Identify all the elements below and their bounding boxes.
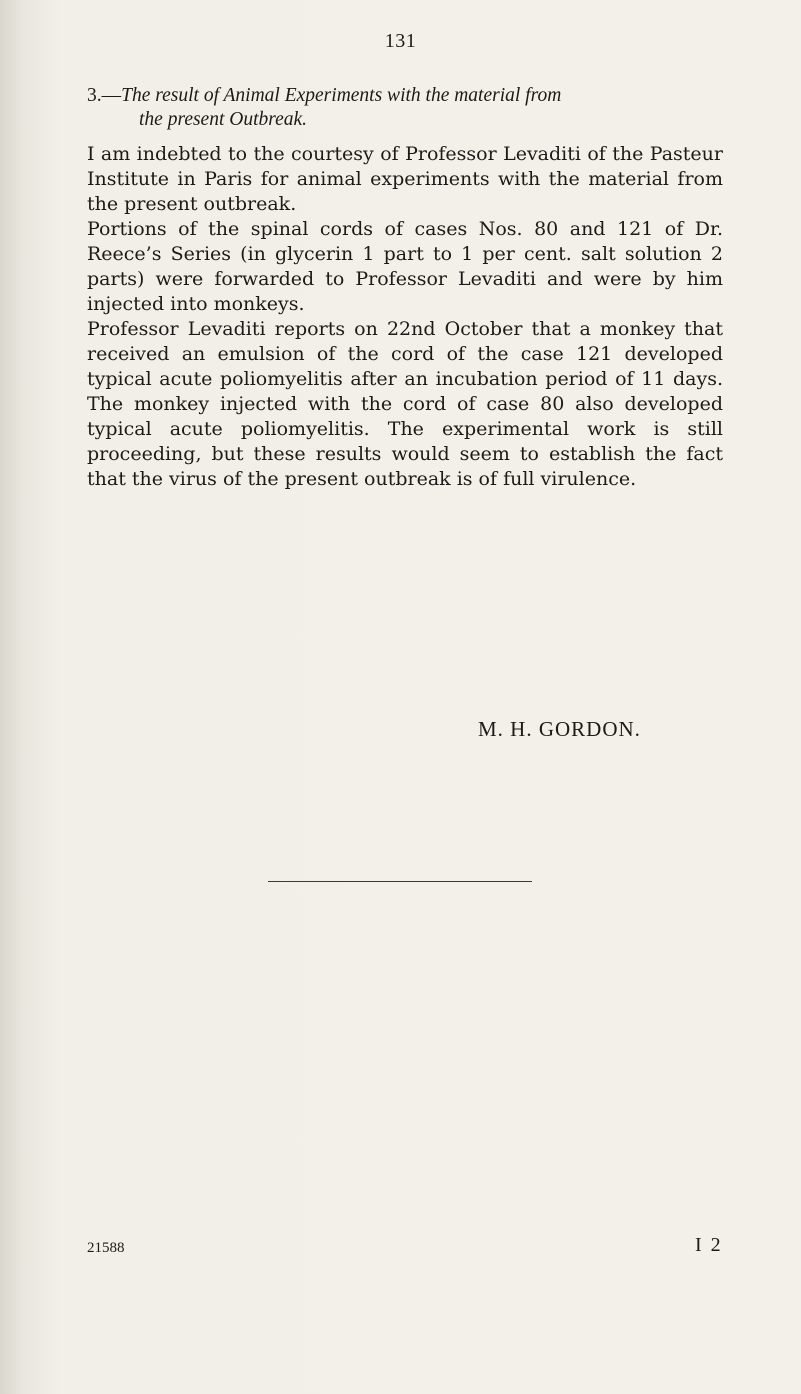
section-number: 3.—: [87, 85, 122, 106]
print-code: 21588: [87, 1240, 125, 1256]
section-title-line1: The result of Animal Experiments with the material from: [121, 85, 562, 106]
paragraph-2: Portions of the spinal cords of cases Nos. 80 and 121 of Dr. Reece’s Series (in glycerin 1 part to 1 per cent. salt solution 2 parts) were forwarded to Professor Levaditi and were by him injected into monkeys.: [87, 218, 723, 315]
section-divider: [268, 881, 532, 882]
section-heading: [87, 84, 727, 132]
signature: M. H. GORDON.: [478, 717, 641, 741]
body-text: [87, 142, 723, 492]
paragraph-1: I am indebted to the courtesy of Professor Levaditi of the Pasteur Institute in Paris for animal experiments with the material from the present outbreak.: [87, 143, 723, 215]
paragraph-3: Professor Levaditi reports on 22nd October that a monkey that received an emulsion of the cord of the case 121 developed typical acute poliomyelitis after an incubation period of 11 days. The monkey injected with the cord of case 80 also developed typical acute poliomyelitis. The experimental work is still proceeding, but these results would seem to establish the fact that the virus of the present outbreak is of full virulence.: [87, 318, 723, 490]
page-number: 131: [384, 30, 417, 52]
section-title-line2: the present Outbreak.: [139, 109, 308, 130]
signature-mark: I 2: [695, 1234, 723, 1256]
